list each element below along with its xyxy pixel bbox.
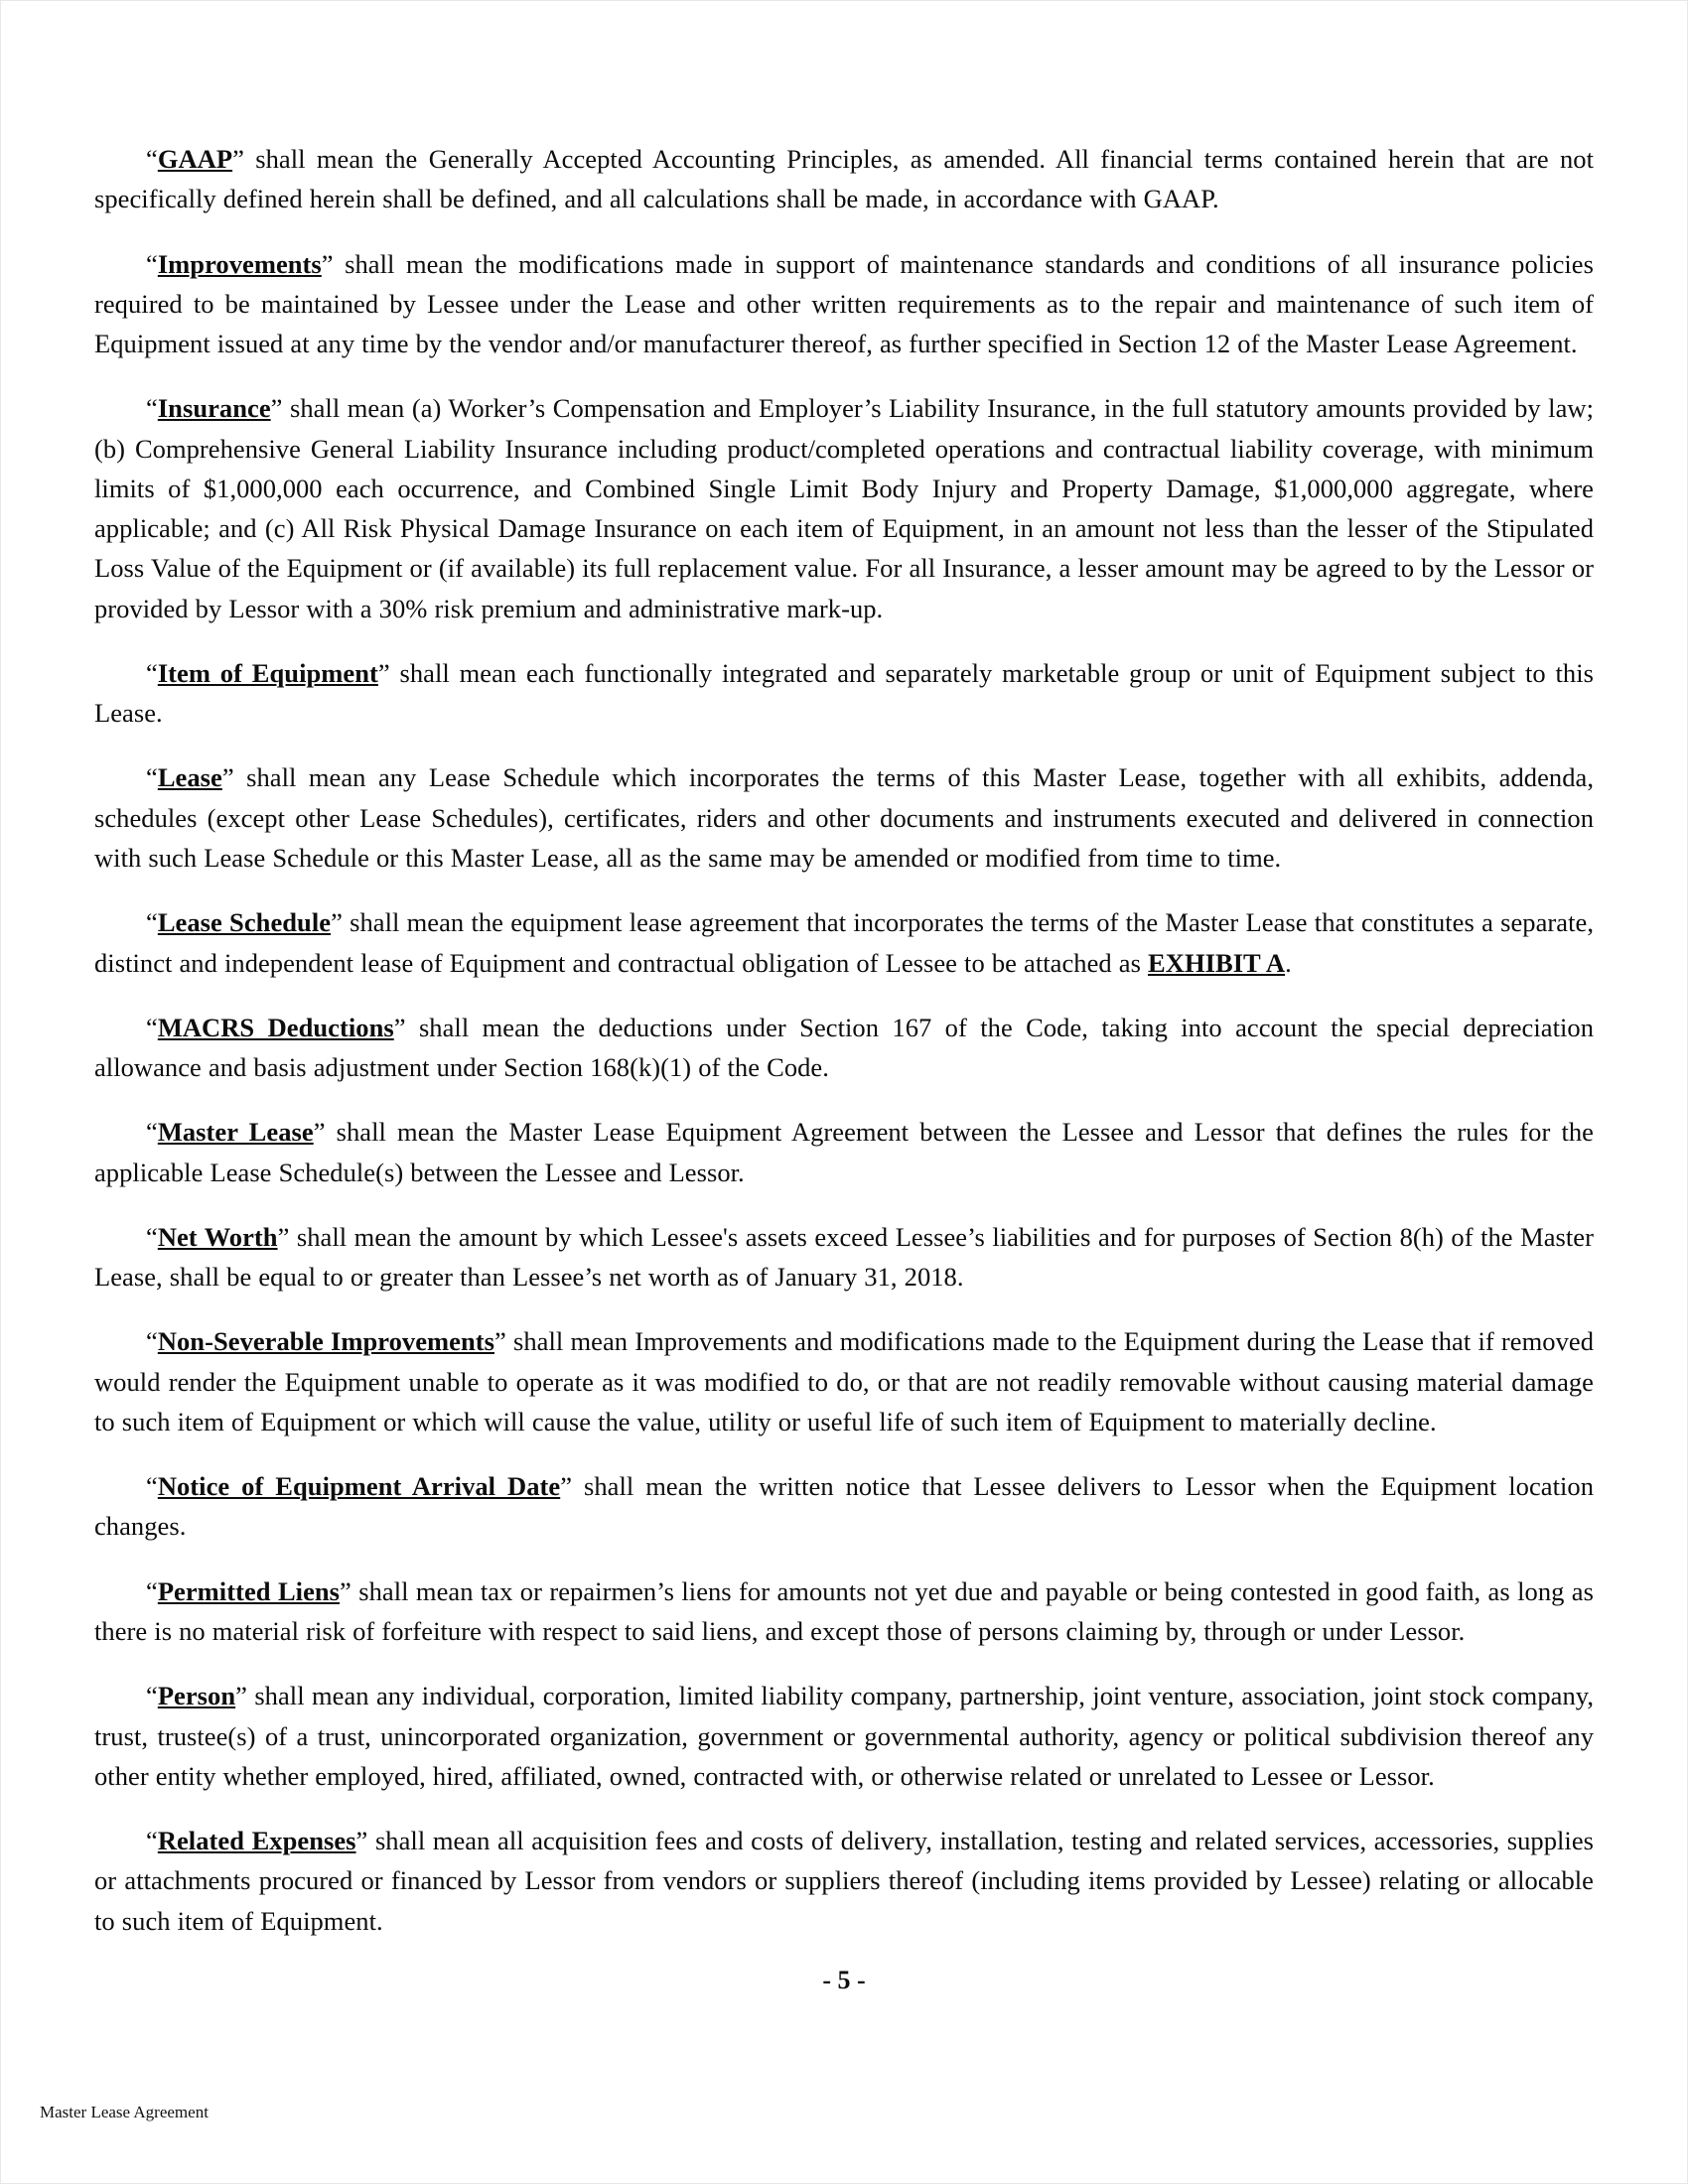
defined-term: Net Worth	[157, 1221, 278, 1252]
definition-text: ” shall mean the written notice that Lessee delivers to Lessor when the Equipment location changes.	[94, 1471, 1594, 1542]
definition-text: ” shall mean Improvements and modifications made to the Equipment during the Lease that if removed would render the Equipment unable to operate as it was modified to do, or that are not readily removable without causing material damage to such item of Equipment or which will cause the value, utility or useful life of such item of Equipment to materially decline.	[94, 1326, 1594, 1436]
definition-paragraph: “Notice of Equipment Arrival Date” shall mean the written notice that Lessee delivers to Lessor when the Equipment location changes.	[94, 1471, 1594, 1542]
defined-term: Related Expenses	[157, 1826, 356, 1856]
defined-term: MACRS Deductions	[157, 1012, 394, 1042]
definition-paragraph: “Improvements” shall mean the modifications made in support of maintenance standards and conditions of all insurance policies required to be maintained by Lessee under the Lease and other written requirements as to the repair and maintenance of such item of Equipment issued at any time by the vendor and/or manufacturer thereof, as further specified in Section 12 of the Master Lease Agreement.	[94, 248, 1594, 359]
definition-text: ” shall mean any individual, corporation, limited liability company, partnership, joint venture, association, joint stock company, trust, trustee(s) of a trust, unincorporated organization, government or governmental authority, agency or political subdivision thereof any other entity whether employed, hired, affiliated, owned, contracted with, or otherwise related or unrelated to Lessee or Lessor.	[94, 1681, 1594, 1791]
defined-term: Lease Schedule	[157, 907, 332, 938]
definition-text: ” shall mean (a) Worker’s Compensation and Employer’s Liability Insurance, in the full statutory amounts provided by law; (b) Comprehensive General Liability Insurance including product/completed operations and contractual liability coverage, with minimum limits of $1,000,000 each occurrence, and Combined Single Limit Body Injury and Property Damage, $1,000,000 aggregate, where applicable; and (c) All Risk Physical Damage Insurance on each item of Equipment, in an amount not less than the lesser of the Stipulated Loss Value of the Equipment or (if available) its full replacement value. For all Insurance, a lesser amount may be agreed to by the Lessor or provided by Lessor with a 30% risk premium and administrative mark-up.	[94, 393, 1594, 623]
definition-text: ” shall mean the Generally Accepted Accounting Principles, as amended. All financial terms contained herein that are not specifically defined herein shall be defined, and all calculations shall be made, in accordance with GAAP.	[94, 144, 1594, 214]
definition-text: ” shall mean any Lease Schedule which incorporates the terms of this Master Lease, together with all exhibits, addenda, schedules (except other Lease Schedules), certificates, riders and other documents and instruments executed and delivered in connection with such Lease Schedule or this Master Lease, all as the same may be amended or modified from time to time.	[94, 762, 1594, 873]
definition-paragraph: “Person” shall mean any individual, corporation, limited liability company, partnership, joint venture, association, joint stock company, trust, trustee(s) of a trust, unincorporated organization, government or governmental authority, agency or political subdivision thereof any other entity whether employed, hired, affiliated, owned, contracted with, or otherwise related or unrelated to Lessee or Lessor.	[94, 1681, 1594, 1791]
document-footer: Master Lease Agreement	[40, 2103, 209, 2121]
defined-term: GAAP	[157, 144, 233, 174]
defined-term: Permitted Liens	[157, 1575, 341, 1606]
definition-text: ” shall mean the equipment lease agreement that incorporates the terms of the Master Lease that constitutes a separate, distinct and independent lease of Equipment and contractual obligation of Lessee to be attached as	[94, 907, 1594, 978]
definition-text: ” shall mean the deductions under Section 167 of the Code, taking into account the special depreciation allowance and basis adjustment under Section 168(k)(1) of the Code.	[94, 1012, 1594, 1083]
definition-text: ” shall mean the Master Lease Equipment Agreement between the Lessee and Lessor that defines the rules for the applicable Lease Schedule(s) between the Lessee and Lessor.	[94, 1117, 1594, 1187]
defined-term: Person	[157, 1681, 236, 1711]
definition-paragraph: “Lease Schedule” shall mean the equipment lease agreement that incorporates the terms of the Master Lease that constitutes a separate, distinct and independent lease of Equipment and contractual obligation of Lessee to be attached as EXHIBIT A.	[94, 907, 1594, 978]
defined-term: Lease	[157, 762, 222, 793]
definition-text: ” shall mean tax or repairmen’s liens for amounts not yet due and payable or being contested in good faith, as long as there is no material risk of forfeiture with respect to said liens, and except those of persons claiming by, through or under Lessor.	[94, 1575, 1594, 1646]
exhibit-reference: EXHIBIT A	[1148, 947, 1286, 978]
definition-text: ” shall mean the amount by which Lessee's assets exceed Lessee’s liabilities and for purposes of Section 8(h) of the Master Lease, shall be equal to or greater than Lessee’s net worth as of January 31, 2018.	[94, 1221, 1594, 1293]
defined-term: Master Lease	[157, 1117, 314, 1148]
definition-text-tail: .	[1285, 947, 1292, 978]
defined-term: Non-Severable Improvements	[157, 1326, 494, 1357]
definition-text: ” shall mean all acquisition fees and costs of delivery, installation, testing and related services, accessories, supplies or attachments procured or financed by Lessor from vendors or suppliers thereof (including items provided by Lessee) relating or allocable to such item of Equipment.	[94, 1826, 1594, 1936]
definition-paragraph: “Non-Severable Improvements” shall mean Improvements and modifications made to the Equipment during the Lease that if removed would render the Equipment unable to operate as it was modified to do, or that are not readily removable without causing material damage to such item of Equipment or which will cause the value, utility or useful life of such item of Equipment to materially decline.	[94, 1326, 1594, 1436]
definitions-section	[94, 139, 1594, 1941]
definition-paragraph: “MACRS Deductions” shall mean the deductions under Section 167 of the Code, taking into account the special depreciation allowance and basis adjustment under Section 168(k)(1) of the Code.	[94, 1012, 1594, 1083]
defined-term: Insurance	[157, 393, 271, 424]
page-number: - 5 -	[822, 1966, 866, 1994]
definition-paragraph: “GAAP” shall mean the Generally Accepted Accounting Principles, as amended. All financial terms contained herein that are not specifically defined herein shall be defined, and all calculations shall be made, in accordance with GAAP.	[94, 144, 1594, 214]
definition-text: ” shall mean each functionally integrated and separately marketable group or unit of Equipment subject to this Lease.	[94, 657, 1594, 729]
defined-term: Item of Equipment	[157, 657, 378, 688]
definition-paragraph: “Related Expenses” shall mean all acquisition fees and costs of delivery, installation, testing and related services, accessories, supplies or attachments procured or financed by Lessor from vendors or suppliers thereof (including items provided by Lessee) relating or allocable to such item of Equipment.	[94, 1826, 1594, 1936]
defined-term: Notice of Equipment Arrival Date	[157, 1471, 561, 1502]
definition-text: ” shall mean the modifications made in support of maintenance standards and conditions of all insurance policies required to be maintained by Lessee under the Lease and other written requirements as to the repair and maintenance of such item of Equipment issued at any time by the vendor and/or manufacturer thereof, as further specified in Section 12 of the Master Lease Agreement.	[94, 248, 1594, 359]
definition-paragraph: “Lease” shall mean any Lease Schedule which incorporates the terms of this Master Lease, together with all exhibits, addenda, schedules (except other Lease Schedules), certificates, riders and other documents and instruments executed and delivered in connection with such Lease Schedule or this Master Lease, all as the same may be amended or modified from time to time.	[94, 762, 1594, 873]
definition-paragraph: “Item of Equipment” shall mean each functionally integrated and separately marketable group or unit of Equipment subject to this Lease.	[94, 657, 1594, 729]
definition-paragraph: “Insurance” shall mean (a) Worker’s Compensation and Employer’s Liability Insurance, in the full statutory amounts provided by law; (b) Comprehensive General Liability Insurance including product/completed operations and contractual liability coverage, with minimum limits of $1,000,000 each occurrence, and Combined Single Limit Body Injury and Property Damage, $1,000,000 aggregate, where applicable; and (c) All Risk Physical Damage Insurance on each item of Equipment, in an amount not less than the lesser of the Stipulated Loss Value of the Equipment or (if available) its full replacement value. For all Insurance, a lesser amount may be agreed to by the Lessor or provided by Lessor with a 30% risk premium and administrative mark-up.	[94, 393, 1594, 623]
definition-paragraph: “Permitted Liens” shall mean tax or repairmen’s liens for amounts not yet due and payable or being contested in good faith, as long as there is no material risk of forfeiture with respect to said liens, and except those of persons claiming by, through or under Lessor.	[94, 1575, 1594, 1646]
definition-paragraph: “Net Worth” shall mean the amount by which Lessee's assets exceed Lessee’s liabilities and for purposes of Section 8(h) of the Master Lease, shall be equal to or greater than Lessee’s net worth as of January 31, 2018.	[94, 1221, 1594, 1293]
definition-paragraph: “Master Lease” shall mean the Master Lease Equipment Agreement between the Lessee and Lessor that defines the rules for the applicable Lease Schedule(s) between the Lessee and Lessor.	[94, 1117, 1594, 1187]
defined-term: Improvements	[157, 248, 322, 279]
